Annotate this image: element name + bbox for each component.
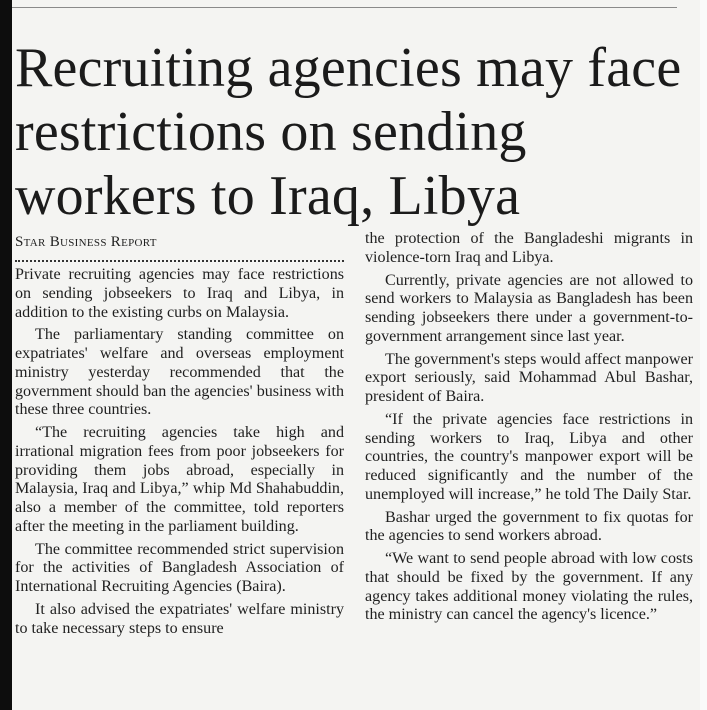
paragraph: It also advised the expatriates' welfare ministry to take necessary steps to ensure (15, 600, 344, 637)
article-headline: Recruiting agencies may face restrictions on sending workers to Iraq, Libya (15, 37, 682, 227)
page-edge-shadow (0, 0, 12, 710)
paragraph: Private recruiting agencies may face restrictions on sending jobseekers to Iraq and Libya, in addition to the existing curbs on Malaysia. (15, 266, 344, 321)
paragraph: “The recruiting agencies take high and irrational migration fees from poor jobseekers for providing them jobs abroad, especially in Malaysia, Iraq and Libya,” whip Md Shahabuddin, also a member of the committee, told reporters after the meeting in the parliament building. (15, 424, 344, 535)
paragraph: The committee recommended strict supervision for the activities of Bangladesh Association of International Recruiting Agencies (Baira). (15, 540, 344, 595)
top-rule (12, 7, 677, 8)
article-column-left (15, 230, 344, 710)
dotted-divider (15, 254, 344, 262)
paragraph: the protection of the Bangladeshi migrants in violence-torn Iraq and Libya. (365, 230, 693, 266)
paragraph: Currently, private agencies are not allowed to send workers to Malaysia as Bangladesh has been sending jobseekers there under a government-to-government arrangement since last year. (365, 271, 693, 345)
paragraph: “If the private agencies face restrictions in sending workers to Iraq, Libya and other countries, the country's manpower export will be reduced significantly and the number of the unemployed will increase,” he told The Daily Star. (365, 410, 693, 503)
article-column-right (365, 230, 693, 710)
paragraph: Bashar urged the government to fix quotas for the agencies to send workers abroad. (365, 508, 693, 545)
paragraph: The parliamentary standing committee on expatriates' welfare and overseas employment ministry yesterday recommended that the government should ban the agencies' business with these three countries. (15, 326, 344, 419)
paragraph: “We want to send people abroad with low costs that should be fixed by the government. If any agency takes additional money violating the rules, the ministry can cancel the agency's licence.” (365, 550, 693, 624)
paragraph: The government's steps would affect manpower export seriously, said Mohammad Abul Bashar, president of Baira. (365, 350, 693, 405)
byline: Star Business Report (15, 234, 157, 250)
